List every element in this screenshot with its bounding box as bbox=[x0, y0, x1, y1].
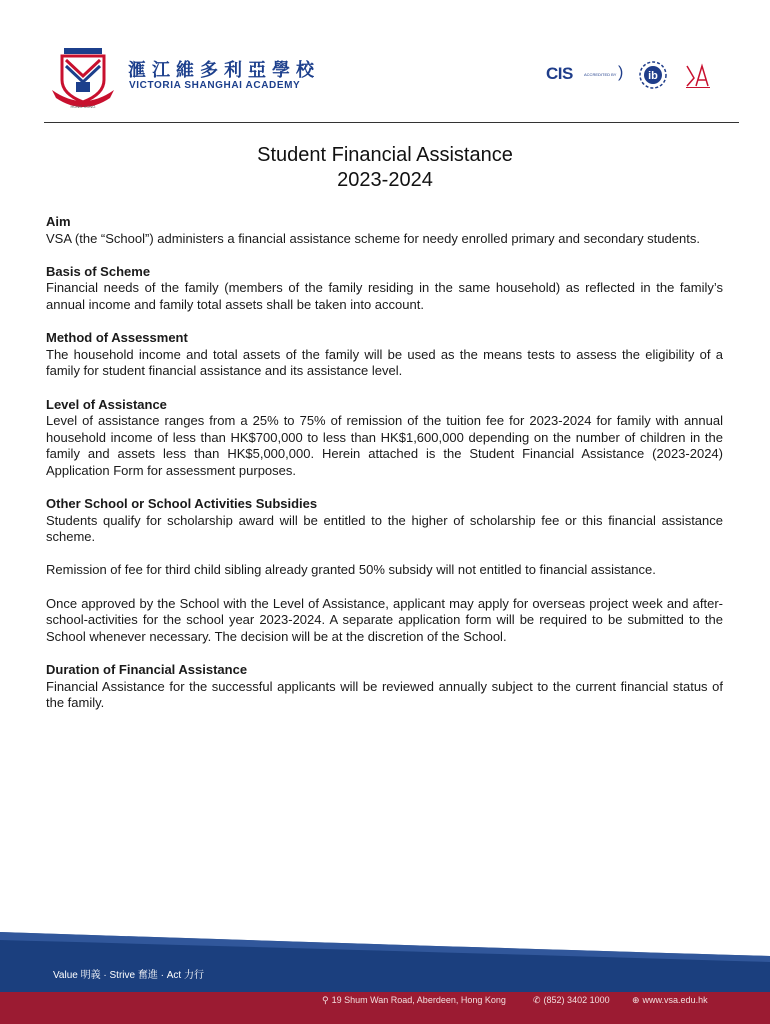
footer-website[interactable]: ⊕ www.vsa.edu.hk bbox=[632, 995, 708, 1005]
section-heading: Method of Assessment bbox=[46, 330, 188, 346]
section-level-of-assistance bbox=[46, 397, 723, 480]
cis-bracket-icon: ) bbox=[618, 64, 624, 81]
school-name-chinese: 滙江維多利亞學校 bbox=[128, 60, 320, 80]
cis-accreditation-logo bbox=[546, 64, 628, 84]
section-other-subsidies-approval bbox=[46, 596, 723, 646]
document-title: Student Financial Assistance bbox=[257, 144, 513, 166]
phone-icon: ✆ bbox=[533, 995, 541, 1005]
section-aim bbox=[46, 214, 723, 247]
school-crest-logo bbox=[50, 46, 116, 112]
section-paragraph: VSA (the “School”) administers a financial assistance scheme for needy enrolled primary and secondary students. bbox=[46, 230, 700, 246]
location-pin-icon: ⚲ bbox=[322, 995, 329, 1005]
section-heading: Other School or School Activities Subsidies bbox=[46, 496, 318, 512]
section-paragraph: Remission of fee for third child sibling already granted 50% subsidy will not entitled to financial assistance. bbox=[46, 562, 656, 578]
section-heading: Duration of Financial Assistance bbox=[46, 662, 248, 678]
school-name-english: VICTORIA SHANGHAI ACADEMY bbox=[129, 80, 301, 91]
section-other-subsidies-remission bbox=[46, 562, 723, 579]
globe-icon: ⊕ bbox=[632, 995, 640, 1005]
section-heading: Aim bbox=[46, 214, 71, 229]
accreditation-badge-icon bbox=[684, 62, 712, 90]
cis-sublabel: ACCREDITED BY bbox=[584, 72, 617, 77]
section-paragraph: Once approved by the School with the Level of Assistance, applicant may apply for overseas project week and after-school-activities for the school year 2023-2024. A separate application form will be required to be submitted to the School whenever necessary. The decision will be at the discretion of the School. bbox=[46, 595, 723, 644]
section-basis-of-scheme bbox=[46, 264, 723, 314]
document-year: 2023-2024 bbox=[337, 169, 433, 191]
section-method-of-assessment bbox=[46, 330, 723, 380]
section-paragraph: Level of assistance ranges from a 25% to 75% of remission of the tuition fee for 2023-2024 for family with annual household income of less than HK$700,000 to less than HK$1,600,000 depending on the number of children in the family and assets less than HK$5,000,000. Herein attached is the Student Financial Assistance (2023-2024) Application Form for assessment purposes. bbox=[46, 413, 723, 478]
svg-text:ib: ib bbox=[648, 70, 658, 82]
header-divider bbox=[44, 122, 739, 123]
section-paragraph: The household income and total assets of the family will be used as the means tests to assess the eligibility of a family for student financial assistance and its assistance level. bbox=[46, 346, 723, 379]
document-body bbox=[46, 214, 723, 728]
section-heading: Basis of Scheme bbox=[46, 263, 151, 279]
ib-world-school-logo bbox=[638, 60, 668, 90]
section-duration bbox=[46, 662, 723, 712]
page-footer bbox=[0, 928, 770, 1024]
footer-address: ⚲ 19 Shum Wan Road, Aberdeen, Hong Kong bbox=[322, 995, 506, 1005]
section-paragraph: Financial needs of the family (members of the family residing in the same household) as reflected in the family’s annual income and family total assets shall be taken into account. bbox=[46, 280, 723, 312]
section-other-subsidies bbox=[46, 496, 723, 546]
section-heading: Level of Assistance bbox=[46, 396, 167, 412]
school-motto: Value 明義 · Strive 奮進 · Act 力行 bbox=[53, 970, 204, 981]
footer-phone: ✆ (852) 3402 1000 bbox=[533, 995, 610, 1005]
section-paragraph: Financial Assistance for the successful applicants will be reviewed annually subject to the current financial status of the family. bbox=[46, 678, 723, 711]
crest-caption: HONG KONG bbox=[70, 104, 96, 109]
section-paragraph: Students qualify for scholarship award will be entitled to the higher of scholarship fee or this financial assistance scheme. bbox=[46, 512, 723, 545]
cis-label: CIS bbox=[546, 64, 573, 83]
